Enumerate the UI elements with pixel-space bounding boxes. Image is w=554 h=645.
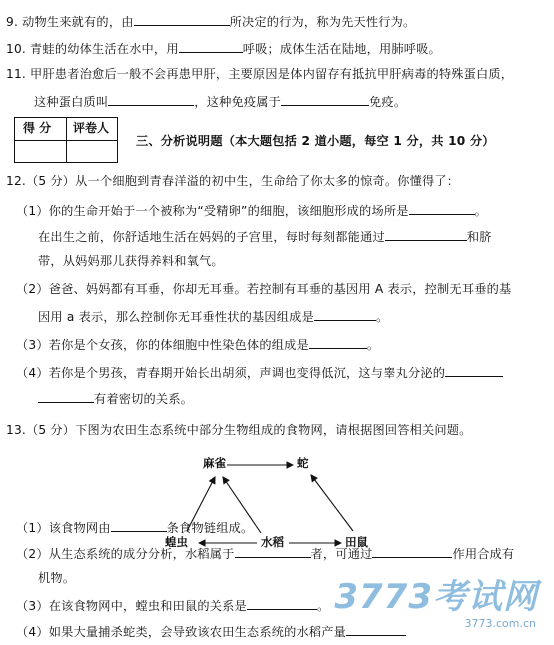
q12-part-1-cont2: 带，从妈妈那儿获得养料和氧气。 (38, 254, 224, 268)
q10-text-b: 呼吸；成体生活在陆地，用肺呼吸。 (242, 42, 441, 56)
question-12-intro: 12.（5 分）从一个细胞到青春洋溢的初中生，生命给了你太多的惊奇。你懂得了： (6, 174, 460, 188)
answer-blank (346, 624, 406, 636)
q12-part-1 (16, 203, 487, 217)
score-label: 得 分 (23, 121, 52, 135)
q13-p2-text: （2）从生态系统的成分分析，水稻属于 (16, 547, 235, 561)
q12-p2-end: 。 (375, 310, 389, 324)
q9-text-b: 所决定的行为，称为先天性行为。 (229, 15, 416, 29)
q12-part-4-cont (38, 391, 193, 405)
q13-p3-end: 。 (316, 599, 330, 613)
answer-blank (247, 598, 317, 610)
section-title: 三、分析说明题（本大题包括 2 道小题，每空 1 分，共 10 分） (136, 134, 495, 148)
answer-blank (179, 41, 243, 53)
q12-p1-text-2: 在出生之前，你舒适地生活在妈妈的子宫里，每时每刻都能通过 (38, 230, 385, 244)
watermark-logo-text: 3773考试网 (334, 577, 538, 617)
food-web-diagram (165, 455, 395, 555)
q11-text-b: ，这种免疫属于 (194, 95, 282, 109)
q12-p1-text: （1）你的生命开始于一个被称为“受精卵”的细胞，该细胞形成的场所是 (16, 204, 409, 218)
answer-blank (445, 365, 503, 377)
q13-part-2-cont: 机物。 (38, 571, 76, 585)
q12-p1-end: 。 (474, 204, 487, 218)
q12-p1-text-3: 和脐 (466, 230, 492, 244)
q12-part-2-cont (38, 309, 388, 323)
q12-p3-text: （3）若你是个女孩，你的体细胞中性染色体的组成是 (16, 338, 309, 352)
q13-p4-text: （4）如果大量捕杀蛇类，会导致该农田生态系统的水稻产量 (16, 625, 347, 639)
question-13-intro: 13.（5 分）下图为农田生态系统中部分生物组成的食物网，请根据图回答相关问题。 (6, 423, 472, 437)
node-field-mouse: 田鼠 (345, 535, 368, 549)
answer-blank (309, 337, 367, 349)
q13-p2-text-2: 者，可通过 (310, 547, 373, 561)
watermark-logo (334, 577, 538, 617)
answer-blank (111, 520, 167, 532)
q13-p3-text: （3）在该食物网中，螳虫和田鼠的关系是 (16, 599, 247, 613)
grader-label: 评卷人 (73, 121, 110, 135)
q12-part-1-cont (38, 229, 492, 243)
question-10 (6, 41, 441, 55)
node-locust: 蝗虫 (165, 535, 188, 549)
q12-p4-text: （4）若你是个男孩，青春期开始长出胡须，声调也变得低沉，这与睾丸分泌的 (16, 366, 446, 380)
q12-part-3 (16, 337, 379, 351)
q13-part-3 (16, 598, 329, 612)
q13-part-1 (16, 520, 253, 534)
answer-blank (134, 14, 230, 26)
q13-part-2 (16, 546, 514, 560)
q12-part-2: （2）爸爸、妈妈都有耳垂，你却无耳垂。若控制有耳垂的基因用 A 表示，控制无耳垂的基 (16, 282, 512, 296)
answer-blank (409, 203, 475, 215)
answer-blank (108, 94, 194, 106)
answer-blank (38, 391, 94, 403)
question-9 (6, 14, 415, 28)
q13-p1-text: （1）该食物网由 (16, 521, 111, 535)
q12-p4-text-2: 有着密切的关系。 (94, 392, 194, 406)
q10-text-a: 10. 青蛙的幼体生活在水中，用 (6, 42, 179, 56)
answer-blank (281, 94, 369, 106)
q12-p2-text: 因用 a 表示，那么控制你无耳垂性状的基因组成是 (38, 310, 314, 324)
watermark-url: 3773.com.cn (464, 617, 536, 630)
score-box (14, 117, 118, 163)
q13-p1-end: 条食物链组成。 (166, 521, 254, 535)
node-rice: 水稻 (261, 535, 284, 549)
answer-blank (235, 546, 311, 558)
node-snake: 蛇 (297, 456, 309, 470)
q12-part-4 (16, 365, 503, 379)
q13-part-4 (16, 624, 406, 638)
question-11-line-2 (34, 94, 406, 108)
node-sparrow: 麻雀 (203, 456, 226, 470)
q9-text-a: 9. 动物生来就有的，由 (6, 15, 134, 29)
score-box-divider (15, 140, 117, 141)
answer-blank (385, 229, 467, 241)
answer-blank (314, 309, 376, 321)
q12-p3-end: 。 (366, 338, 380, 352)
question-11-line-1: 11. 甲肝患者治愈后一般不会再患甲肝，主要原因是体内留存有抵抗甲肝病毒的特殊蛋白质， (6, 67, 514, 81)
q11-text-c: 免疫。 (369, 95, 407, 109)
q13-p2-text-3: 作用合成有 (452, 547, 515, 561)
q11-text-a: 这种蛋白质叫 (34, 95, 109, 109)
answer-blank (372, 546, 452, 558)
arrow-mouse-to-snake (311, 475, 353, 531)
